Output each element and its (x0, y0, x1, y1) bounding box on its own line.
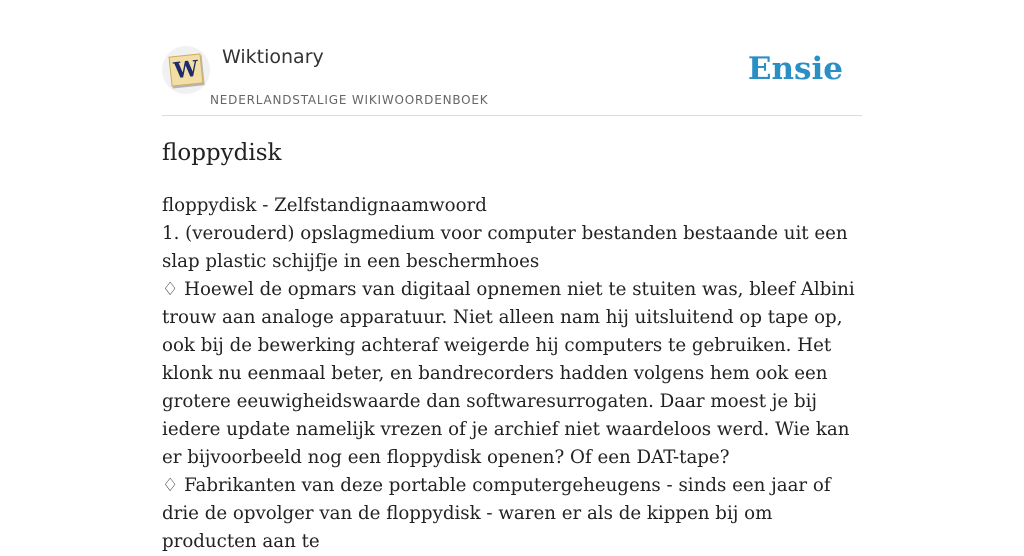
example-sentence: ♢ Hoewel de opmars van digitaal opnemen niet te stuiten was, bleef Albini trouw aan analoge apparatuur. Niet alleen nam hij uitsluitend op tape op, ook bij de bewerking achteraf weigerde hij computers te gebruiken. Het klonk nu eenmaal beter, en bandrecorders hadden volgens hem ook een grotere eeuwigheidswaarde dan softwaresurrogaten. Daar moest je bij iedere update namelijk vrezen of je archief niet waardeloos werd. Wie kan er bijvoorbeeld nog een floppydisk openen? Of een DAT-tape? (162, 279, 855, 468)
word-type-line: floppydisk - Zelfstandignaamwoord (162, 195, 487, 216)
entry-content (162, 192, 864, 556)
definition: 1. (verouderd) opslagmedium voor computer bestanden bestaande uit een slap plastic schijfje in een beschermhoes (162, 223, 848, 272)
logo-letter: W (172, 55, 200, 85)
wiktionary-logo-icon[interactable] (162, 46, 210, 94)
site-name-link[interactable]: Wiktionary (222, 46, 324, 68)
page (162, 0, 862, 552)
page-title: floppydisk (162, 140, 282, 166)
site-subtitle: NEDERLANDSTALIGE WIKIWOORDENBOEK (210, 93, 489, 107)
site-header (162, 0, 862, 116)
example-sentence: ♢ Fabrikanten van deze portable computergeheugens - sinds een jaar of drie de opvolger van de floppydisk - waren er als de kippen bij om producten aan te (162, 475, 831, 552)
ensie-brand-link[interactable]: Ensie (747, 51, 843, 87)
logo-tile (169, 53, 204, 86)
